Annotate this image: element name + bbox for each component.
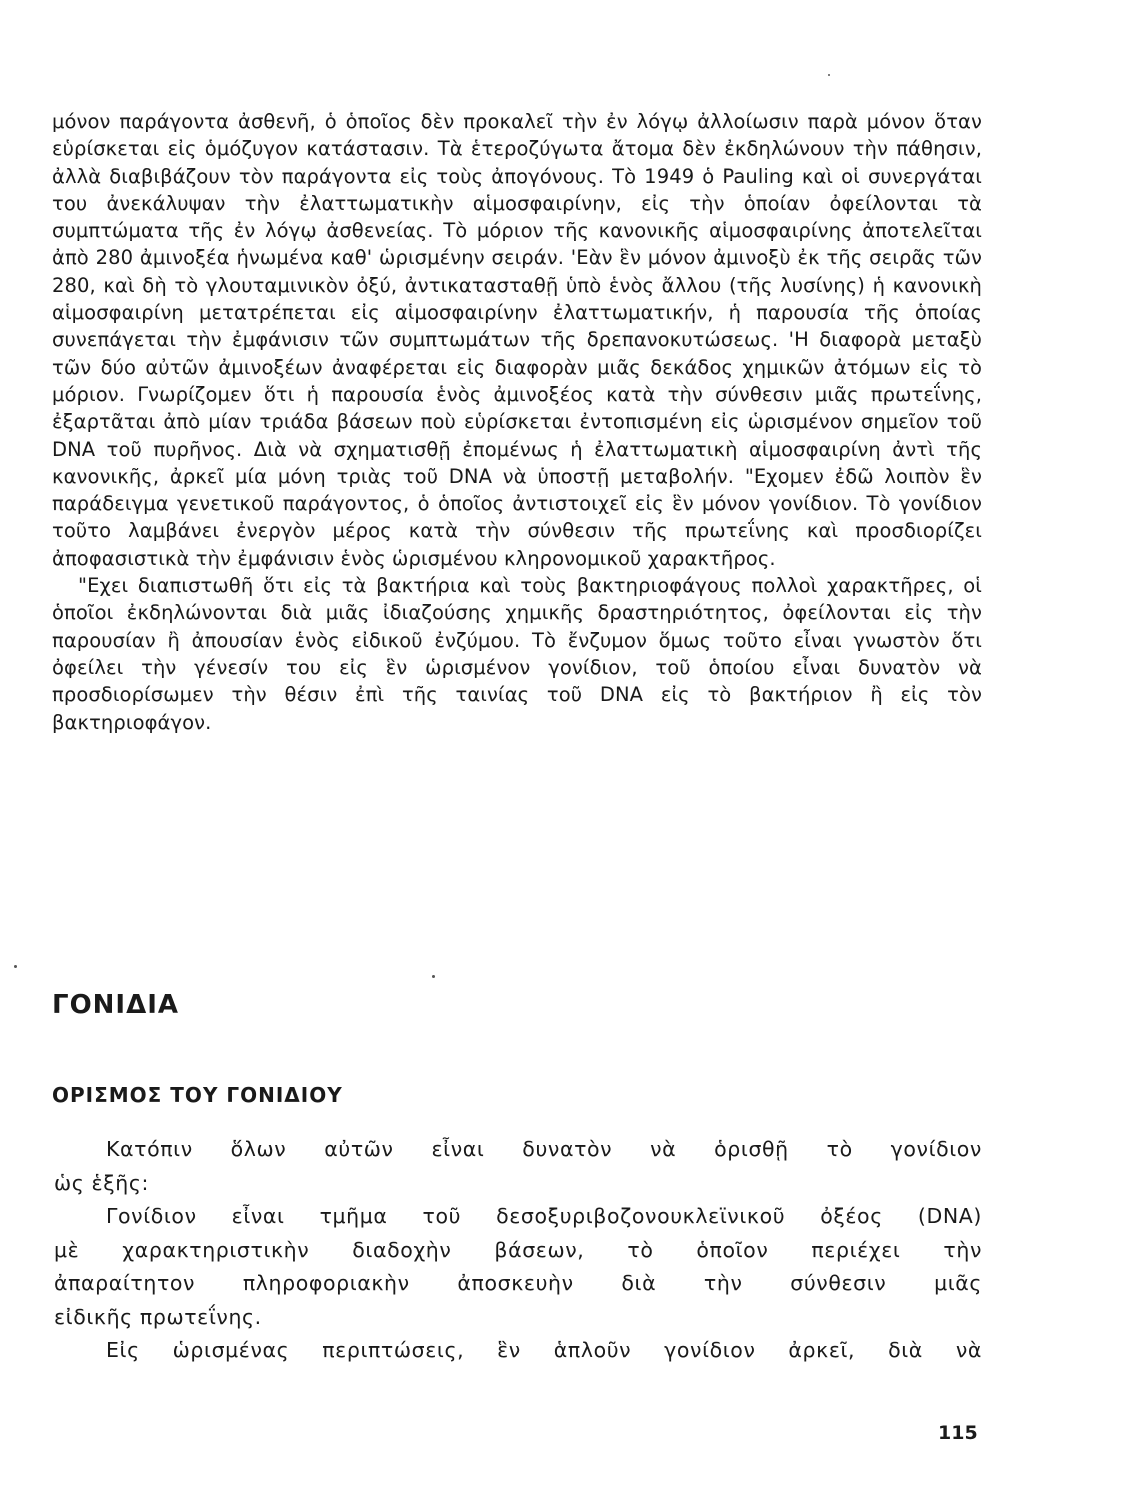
paragraph-sickle-cell: μόνον παράγοντα ἀσθενῆ, ὁ ὁποῖος δὲν προκαλεῖ τὴν ἐν λόγῳ ἀλλοίωσιν παρὰ μόνον ὅταν εὑρίσκεται εἰς ὁμόζυγον κατάστασιν. Τὰ ἑτεροζύγωτα ἄτομα δὲν ἐκδηλώνουν τὴν πάθησιν, ἀλλὰ διαβιβάζουν τὸν παράγοντα εἰς τοὺς ἀπογόνους. Τὸ 1949 ὁ Pauling καὶ οἱ συνεργάται του ἀνεκάλυψαν τὴν ἐλαττωματικὴν αἱμοσφαιρίνην, εἰς τὴν ὁποίαν ὀφείλονται τὰ συμπτώματα τῆς ἐν λόγῳ ἀσθενείας. Τὸ μόριον τῆς κανονικῆς αἱμοσφαιρίνης ἀποτελεῖται ἀπὸ 280 ἀμινοξέα ἡνωμένα καθ' ὡρισμένην σειράν. 'Εὰν ἓν μόνον ἀμινοξὺ ἐκ τῆς σειρᾶς τῶν 280, καὶ δὴ τὸ γλουταμινικὸν ὀξύ, ἀντικατασταθῇ ὑπὸ ἑνὸς ἄλλου (τῆς λυσίνης) ἡ κανονικὴ αἱμοσφαιρίνη μετατρέπεται εἰς αἱμοσφαιρίνην ἐλαττωματικήν, ἡ παρουσία τῆς ὁποίας συνεπάγεται τὴν ἐμφάνισιν τῶν συμπτωμάτων τῆς δρεπανοκυτώσεως. 'Η διαφορὰ μεταξὺ τῶν δύο αὐτῶν ἀμινοξέων ἀναφέρεται εἰς διαφορὰν μιᾶς δεκάδος χημικῶν ἀτόμων εἰς τὸ μόριον. Γνωρίζομεν ὅτι ἡ παρουσία ἑνὸς ἀμινοξέος κατὰ τὴν σύνθεσιν μιᾶς πρωτεΐνης, ἐξαρτᾶται ἀπὸ μίαν τριάδα βάσεων ποὺ εὑρίσκεται ἐντοπισμένη εἰς ὡρισμένον σημεῖον τοῦ DNA τοῦ πυρῆνος. Διὰ νὰ σχηματισθῇ ἐπομένως ἡ ἐλαττωματικὴ αἱμοσφαιρίνη ἀντὶ τῆς κανονικῆς, ἀρκεῖ μία μόνη τριὰς τοῦ DNA νὰ ὑποστῇ μεταβολήν. "Εχομεν ἐδῶ λοιπὸν ἓν παράδειγμα γενετικοῦ παράγοντος, ὁ ὁποῖος ἀντιστοιχεῖ εἰς ἓν μόνον γονίδιον. Τὸ γονίδιον τοῦτο λαμβάνει ἐνεργὸν μέρος κατὰ τὴν σύνθεσιν τῆς πρωτεΐνης καὶ προσδιορίζει ἀποφασιστικὰ τὴν ἐμφάνισιν ἑνὸς ὡρισμένου κληρονομικοῦ χαρακτῆρος. xyxy=(52,110,982,570)
definition-text xyxy=(54,1133,982,1368)
page-number: 115 xyxy=(938,1422,978,1444)
definition-line: Εἰς ὡρισμένας περιπτώσεις, ἓν ἁπλοῦν γονίδιον ἀρκεῖ, διὰ νὰ xyxy=(106,1338,982,1362)
scan-speck xyxy=(828,74,830,76)
definition-line: ὡς ἑξῆς: xyxy=(54,1170,149,1195)
section-heading: ΓΟΝΙΔΙΑ xyxy=(52,990,180,1020)
body-text xyxy=(52,108,982,736)
definition-line: εἰδικῆς πρωτεΐνης. xyxy=(54,1304,262,1329)
definition-line: Κατόπιν ὅλων αὐτῶν εἶναι δυνατὸν νὰ ὁρισθῇ τὸ γονίδιον xyxy=(106,1137,982,1161)
scan-speck xyxy=(14,965,17,968)
subsection-heading: ΟΡΙΣΜΟΣ ΤΟΥ ΓΟΝΙΔΙΟΥ xyxy=(52,1083,343,1107)
scan-speck xyxy=(432,975,435,978)
paragraph-bacteria: "Εχει διαπιστωθῆ ὅτι εἰς τὰ βακτήρια καὶ τοὺς βακτηριοφάγους πολλοὶ χαρακτῆρες, οἱ ὁποῖοι ἐκδηλώνονται διὰ μιᾶς ἰδιαζούσης χημικῆς δραστηριότητος, ὀφείλονται εἰς τὴν παρουσίαν ἢ ἀπουσίαν ἑνὸς εἰδικοῦ ἐνζύμου. Τὸ ἔνζυμον ὅμως τοῦτο εἶναι γνωστὸν ὅτι ὀφείλει τὴν γένεσίν του εἰς ἓν ὡρισμένον γονίδιον, τοῦ ὁποίου εἶναι δυνατὸν νὰ προσδιορίσωμεν τὴν θέσιν ἐπὶ τῆς ταινίας τοῦ DNA εἰς τὸ βακτήριον ἢ εἰς τὸν βακτηριοφάγον. xyxy=(52,574,982,734)
definition-line: Γονίδιον εἶναι τμῆμα τοῦ δεσοξυριβοζονουκλεϊνικοῦ ὀξέος (DNA) xyxy=(106,1204,982,1228)
definition-line: ἀπαραίτητον πληροφοριακὴν ἀποσκευὴν διὰ τὴν σύνθεσιν μιᾶς xyxy=(54,1271,982,1295)
definition-line: μὲ χαρακτηριστικὴν διαδοχὴν βάσεων, τὸ ὁποῖον περιέχει τὴν xyxy=(54,1237,982,1262)
